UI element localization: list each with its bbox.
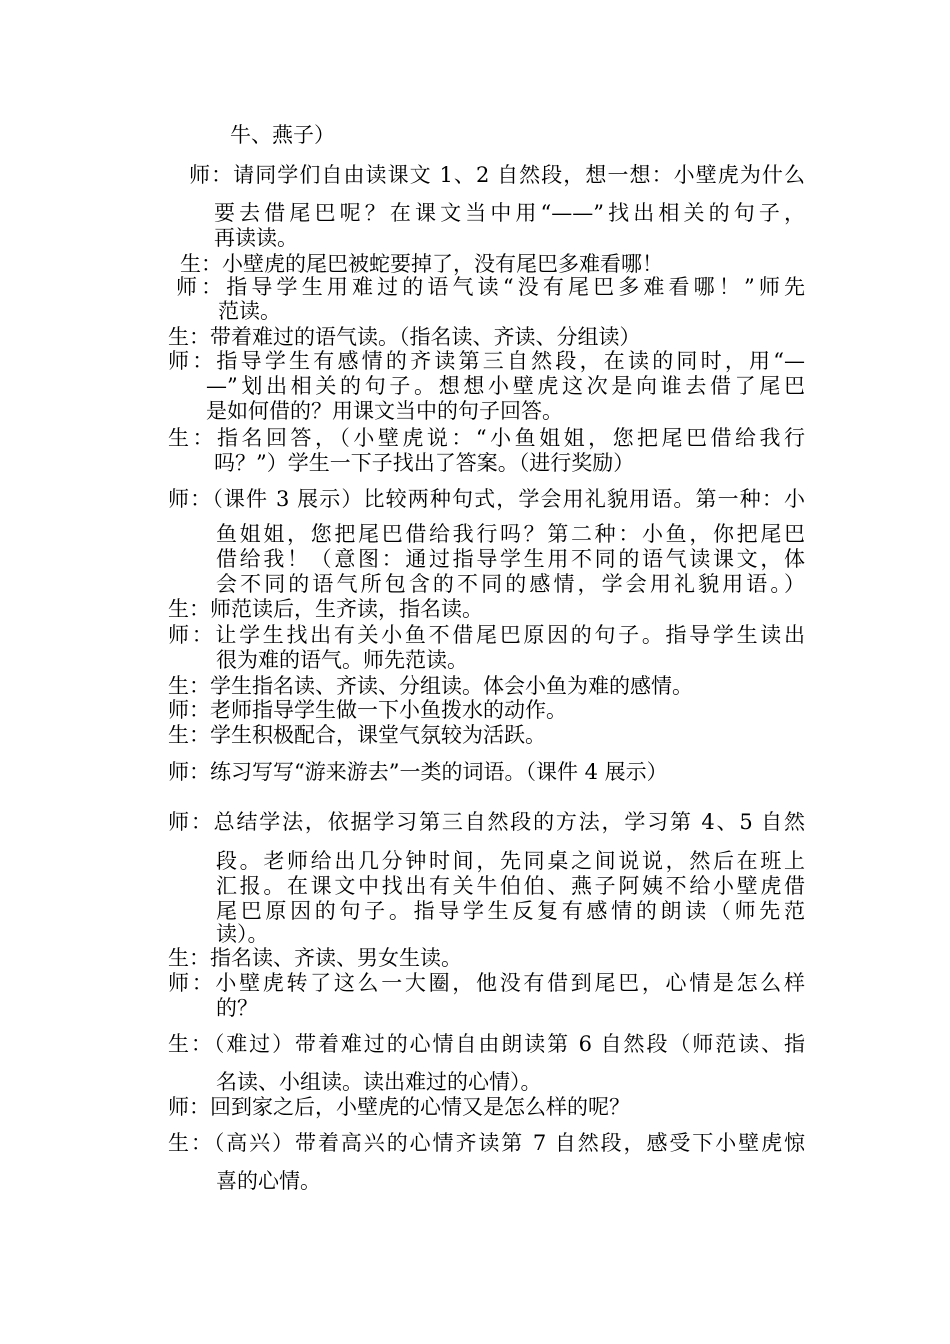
text-line: 鱼姐姐，您把尾巴借给我行吗？第二种：小鱼，你把尾巴: [216, 522, 805, 546]
text-line: 再读读。: [214, 226, 298, 250]
text-line: 生：师范读后，生齐读，指名读。: [168, 597, 483, 621]
text-line: 牛、燕子）: [230, 123, 335, 147]
text-line: 师：老师指导学生做一下小鱼拨水的动作。: [168, 698, 567, 722]
text-line: 师：练习写写“游来游去”一类的词语。（课件 4 展示）: [168, 760, 668, 784]
text-line: 要去借尾巴呢？在课文当中用“——”找出相关的句子，: [214, 201, 805, 225]
text-line: 师：指导学生有感情的齐读第三自然段，在读的同时，用“—: [168, 349, 805, 373]
text-line: 生：指名回答，（小壁虎说：“小鱼姐姐，您把尾巴借给我行: [168, 426, 805, 450]
text-line: 师：总结学法，依据学习第三自然段的方法，学习第 4、5 自然: [168, 810, 805, 834]
text-line: 生：（高兴）带着高兴的心情齐读第 7 自然段，感受下小壁虎惊: [168, 1131, 805, 1155]
text-line: 尾巴原因的句子。指导学生反复有感情的朗读（师先范: [216, 899, 805, 923]
text-line: 师：指导学生用难过的语气读“没有尾巴多难看哪！”师先: [176, 275, 805, 299]
text-line: 生：小壁虎的尾巴被蛇要掉了，没有尾巴多难看哪！: [180, 252, 663, 276]
text-line: 师：小壁虎转了这么一大圈，他没有借到尾巴，心情是怎么样: [168, 971, 805, 995]
text-line: 师：请同学们自由读课文 1、2 自然段，想一想：小壁虎为什么: [189, 163, 805, 187]
text-line: 师：（课件 3 展示）比较两种句式，学会用礼貌用语。第一种：小: [168, 487, 805, 511]
text-line: 很为难的语气。师先范读。: [216, 648, 468, 672]
text-line: 生：学生指名读、齐读、分组读。体会小鱼为难的感情。: [168, 674, 693, 698]
text-line: 名读、小组读。读出难过的心情）。: [216, 1070, 542, 1094]
text-line: 段。老师给出几分钟时间，先同桌之间说说，然后在班上: [216, 849, 805, 873]
text-line: 读）。: [216, 922, 269, 946]
text-line: 范读。: [218, 299, 281, 323]
text-line: 汇报。在课文中找出有关牛伯伯、燕子阿姨不给小壁虎借: [216, 874, 805, 898]
text-line: 生：（难过）带着难过的心情自由朗读第 6 自然段（师范读、指: [168, 1032, 805, 1056]
text-line: 的？: [216, 996, 258, 1020]
text-line: 生：学生积极配合，课堂气氛较为活跃。: [168, 723, 546, 747]
text-line: 是如何借的？用课文当中的句子回答。: [206, 399, 563, 423]
text-line: —”划出相关的句子。想想小壁虎这次是向谁去借了尾巴: [206, 374, 805, 398]
text-line: 师：回到家之后，小壁虎的心情又是怎么样的呢？: [168, 1095, 630, 1119]
text-line: 借给我！（意图：通过指导学生用不同的语气读课文，体: [216, 547, 805, 571]
text-line: 生：指名读、齐读、男女生读。: [168, 946, 462, 970]
text-line: 吗？”）学生一下子找出了答案。（进行奖励）: [214, 451, 635, 475]
text-line: 会不同的语气所包含的不同的感情，学会用礼貌用语。）: [216, 572, 805, 596]
text-line: 师：让学生找出有关小鱼不借尾巴原因的句子。指导学生读出: [168, 623, 805, 647]
text-line: 生：带着难过的语气读。（指名读、齐读、分组读）: [168, 325, 641, 349]
text-line: 喜的心情。: [216, 1169, 321, 1193]
